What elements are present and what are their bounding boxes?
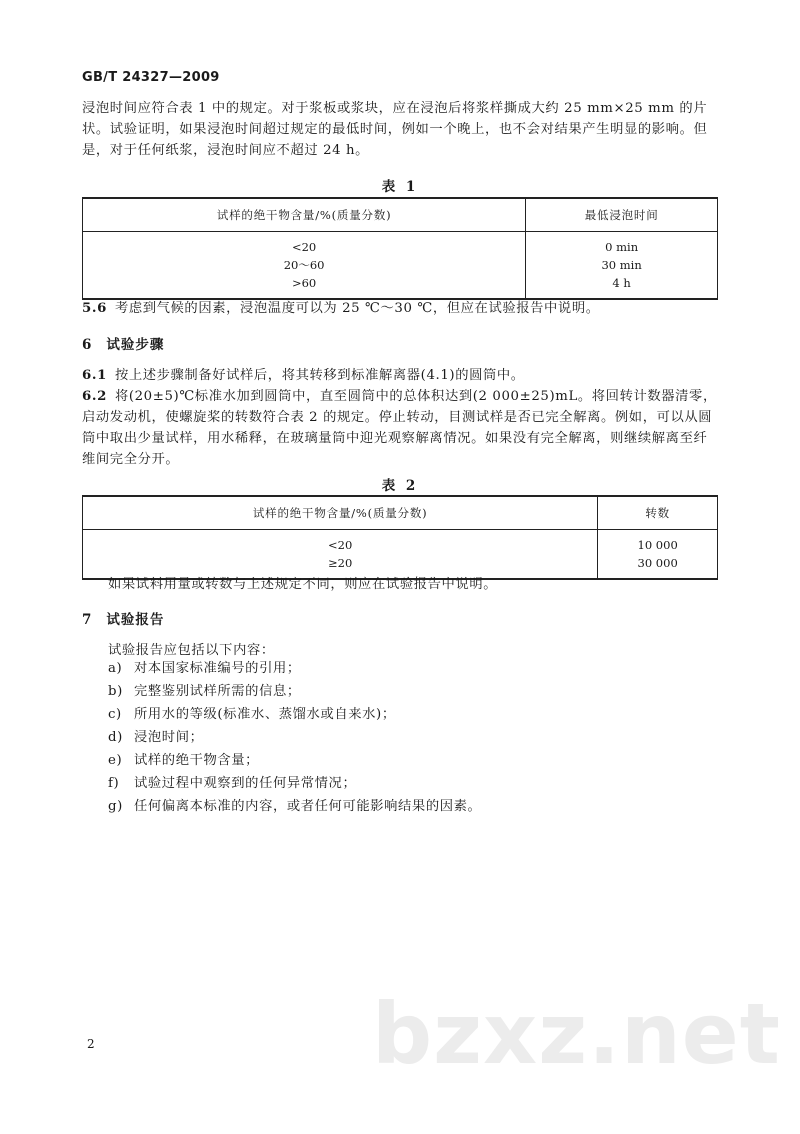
clause-line: 启动发动机，使螺旋桨的转数符合表 2 的规定。停止转动，目测试样是否已完全解离。例如，可以从圆 bbox=[82, 410, 713, 425]
table2-header-revs: 转数 bbox=[598, 496, 718, 530]
table-cell: 0 min bbox=[605, 240, 639, 254]
report-items-list bbox=[108, 657, 481, 818]
table2 bbox=[82, 495, 718, 580]
clause-line: 维间完全分开。 bbox=[82, 452, 180, 467]
clause-number: 6.2 bbox=[82, 389, 107, 404]
intro-line: 是，对于任何纸浆，浸泡时间应不超过 24 h。 bbox=[82, 143, 370, 158]
clause-line: 将(20±5)℃标准水加到圆筒中，直至圆筒中的总体积达到(2 000±25)mL。将回转计数器清零， bbox=[114, 389, 717, 404]
table-row bbox=[83, 530, 718, 555]
intro-paragraph bbox=[82, 98, 722, 161]
table2-header-content: 试样的绝干物含量/%(质量分数) bbox=[83, 496, 598, 530]
table-cell: 30 min bbox=[601, 258, 642, 272]
table2-caption: 表 2 bbox=[381, 478, 419, 494]
section-number: 6 bbox=[82, 337, 93, 353]
clause-6-1 bbox=[82, 365, 722, 386]
standard-code-header: GB/T 24327—2009 bbox=[82, 70, 220, 85]
table-cell: 30 000 bbox=[637, 556, 678, 570]
table1 bbox=[82, 197, 718, 300]
table1-caption: 表 1 bbox=[381, 179, 419, 195]
table-row bbox=[83, 232, 718, 257]
table-cell: 4 h bbox=[612, 276, 631, 290]
list-item: g) 任何偏离本标准的内容，或者任何可能影响结果的因素。 bbox=[108, 799, 482, 814]
table-row bbox=[83, 274, 718, 299]
list-item: a) 对本国家标准编号的引用； bbox=[108, 661, 301, 676]
note-after-table2: 如果试料用量或转数与上述规定不同，则应在试验报告中说明。 bbox=[108, 577, 498, 592]
table-row bbox=[83, 256, 718, 274]
table-cell: ≥20 bbox=[83, 554, 598, 579]
clause-5-6 bbox=[82, 298, 722, 319]
list-item: c) 所用水的等级(标准水、蒸馏水或自来水)； bbox=[108, 707, 396, 722]
table1-header-time: 最低浸泡时间 bbox=[526, 198, 718, 232]
section-7-heading bbox=[82, 608, 164, 628]
clause-line: 筒中取出少量试样，用水稀释，在玻璃量筒中迎光观察解离情况。如果没有完全解离，则继续解离至纤 bbox=[82, 431, 708, 446]
table-cell: 20～60 bbox=[83, 256, 526, 274]
table1-header-content: 试样的绝干物含量/%(质量分数) bbox=[83, 198, 526, 232]
section-number: 7 bbox=[82, 612, 93, 628]
report-intro: 试验报告应包括以下内容： bbox=[108, 643, 275, 658]
table-cell: <20 bbox=[83, 232, 526, 257]
list-item: f) 试验过程中观察到的任何异常情况； bbox=[108, 776, 357, 791]
list-item: d) 浸泡时间； bbox=[108, 730, 204, 745]
table-cell: <20 bbox=[83, 530, 598, 555]
clause-text: 考虑到气候的因素，浸泡温度可以为 25 ℃～30 ℃，但应在试验报告中说明。 bbox=[114, 301, 600, 316]
table-cell: 10 000 bbox=[637, 538, 678, 552]
table-cell: >60 bbox=[83, 274, 526, 299]
clause-number: 6.1 bbox=[82, 368, 107, 383]
list-item: e) 试样的绝干物含量； bbox=[108, 753, 260, 768]
intro-line: 浸泡时间应符合表 1 中的规定。对于浆板或浆块，应在浸泡后将浆样撕成大约 25 mm×25 mm 的片 bbox=[82, 101, 708, 116]
list-item: b) 完整鉴别试样所需的信息； bbox=[108, 684, 301, 699]
page-number: 2 bbox=[87, 1037, 95, 1051]
section-6-heading bbox=[82, 333, 164, 353]
clause-text: 按上述步骤制备好试样后，将其转移到标准解离器(4.1)的圆筒中。 bbox=[114, 368, 525, 383]
intro-line: 状。试验证明，如果浸泡时间超过规定的最低时间，例如一个晚上，也不会对结果产生明显的影响。但 bbox=[82, 122, 708, 137]
section-title: 试验报告 bbox=[106, 612, 165, 628]
watermark: bzxz.net bbox=[372, 985, 781, 1083]
clause-6-2 bbox=[82, 386, 722, 470]
clause-number: 5.6 bbox=[82, 301, 107, 316]
section-title: 试验步骤 bbox=[106, 337, 165, 353]
